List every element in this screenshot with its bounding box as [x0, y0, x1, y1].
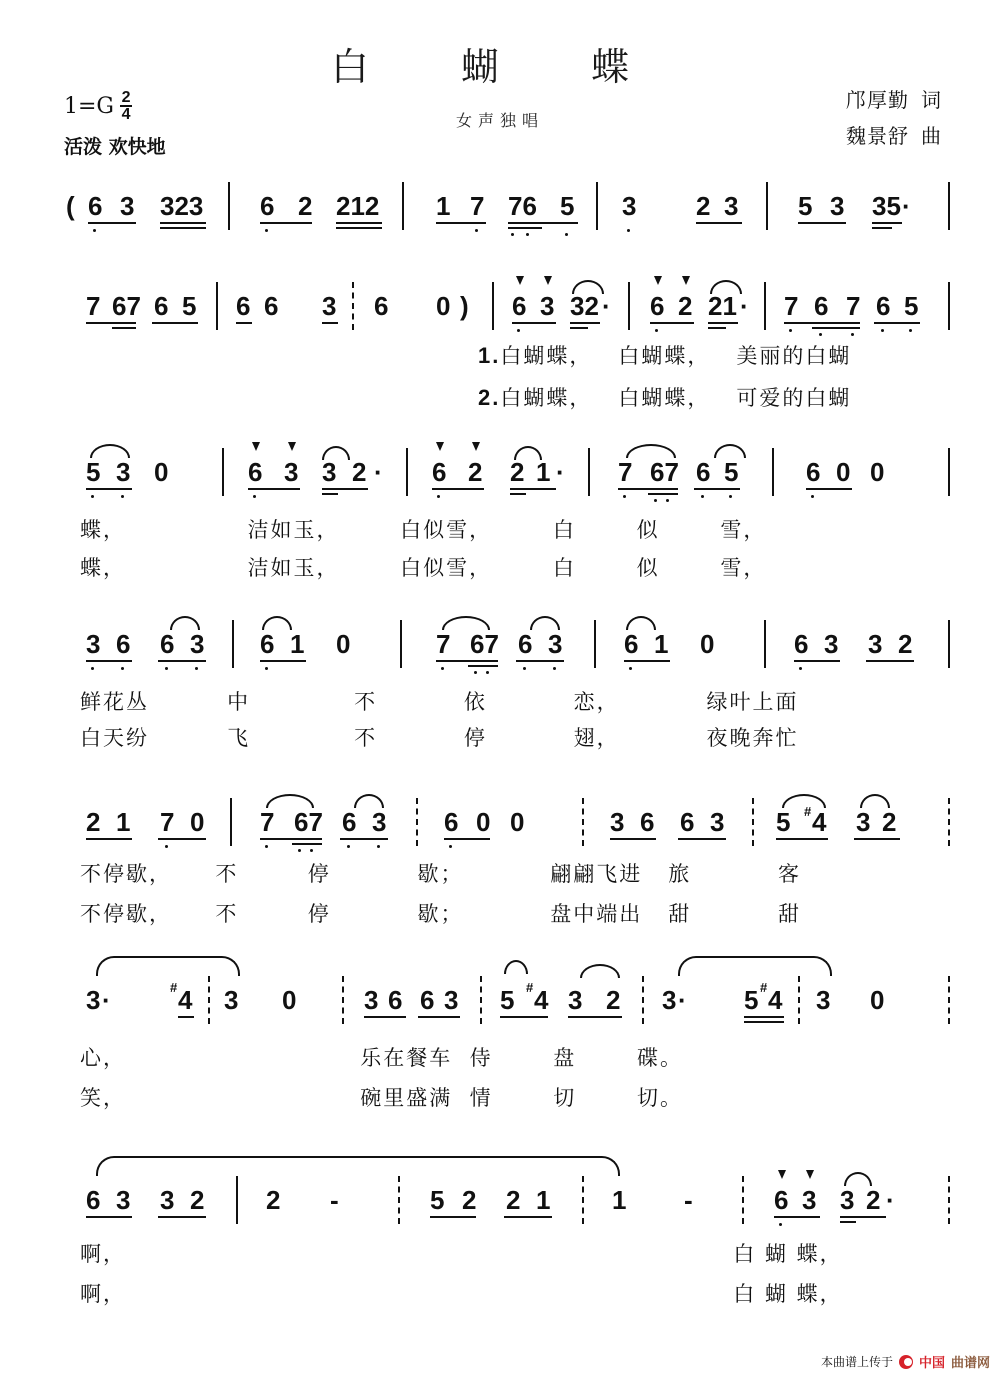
- lyric-verse-2: 不停歇， 不 停 歇； 盘中端出 甜 甜: [80, 902, 802, 926]
- lyric-verse-1: 1.白蝴蝶， 白蝴蝶， 美丽的白蝴: [478, 343, 852, 368]
- score-title: 白 蝴 蝶: [330, 45, 670, 89]
- notation-line: 2 1 7 0 7 67 6 3 6 0 0 3 6 6 3 5 # 4 3 2: [60, 792, 950, 854]
- lyric-verse-1: 不停歇， 不 停 歇； 翩翩飞进 旅 客: [80, 862, 802, 886]
- lyric-verse-2: 2.白蝴蝶， 白蝴蝶， 可爱的白蝴: [478, 385, 852, 410]
- lyric-verse-1: 啊， 白 蝴 蝶，: [80, 1242, 843, 1266]
- system-4: [60, 614, 950, 750]
- system-7: [60, 1146, 950, 1306]
- upload-text: 本曲谱上传于: [820, 1355, 893, 1369]
- lyric-verse-1: 鲜花丛 中 不 依 恋， 绿叶上面: [80, 690, 799, 714]
- site-logo-icon: [899, 1355, 913, 1369]
- lyric-verse-2: 笑， 碗里盛满 情 切 切。: [80, 1086, 684, 1110]
- watermark-footer: [821, 1352, 990, 1371]
- lyricist-credit: 邝厚勤 词: [846, 88, 942, 112]
- site-name-b: 曲谱网: [950, 1356, 990, 1371]
- lyric-verse-1: 心， 乐在餐车 侍 盘 碟。: [80, 1046, 684, 1070]
- notation-line: 6 3 3 2 2 - 5 2 2 1 1 - 6 3 3 2 ·: [60, 1170, 950, 1232]
- notation-line: ( 6 3 323 6 2 212 1 7 76 5 3 2 3 5 3 35 ·: [60, 176, 950, 238]
- key-label: 1=G: [64, 93, 115, 119]
- lyric-verse-2: 蝶， 洁如玉， 白似雪， 白 似 雪，: [80, 556, 767, 580]
- key-signature: [64, 90, 132, 122]
- system-6: [60, 962, 950, 1110]
- notation-line: 5 3 0 6 3 3 2 · 6 2 2 1 · 7 67 6 5 6 0 0: [60, 442, 950, 504]
- system-1: [60, 176, 950, 238]
- system-2: [60, 276, 950, 410]
- notation-line: 3 6 6 3 6 1 0 7 67 6 3 6 1 0 6 3 3 2: [60, 614, 950, 676]
- notation-line: 3 · # 4 3 0 3 6 6 3 5 # 4 3 2 3 · 5 # 4 3 0: [60, 970, 950, 1032]
- performance-type: 女声独唱: [455, 111, 544, 130]
- tempo-marking: 活泼 欢快地: [64, 136, 166, 158]
- notation-line: 7 67 6 5 6 6 3 6 0 ) 6 3 32 · 6 2 21 · 7 6 7 6 5: [60, 276, 950, 338]
- system-5: [60, 792, 950, 926]
- lyric-verse-2: 白天纷 飞 不 停 翅， 夜晚奔忙: [80, 726, 799, 750]
- lyric-verse-1: 蝶， 洁如玉， 白似雪， 白 似 雪，: [80, 518, 767, 542]
- lyric-verse-2: 啊， 白 蝴 蝶，: [80, 1282, 843, 1306]
- site-name-a: 中国: [918, 1356, 945, 1371]
- system-3: [60, 442, 950, 580]
- composer-credit: 魏景舒 曲: [846, 124, 942, 148]
- time-signature: $\frac{2}{4}$: [121, 89, 131, 123]
